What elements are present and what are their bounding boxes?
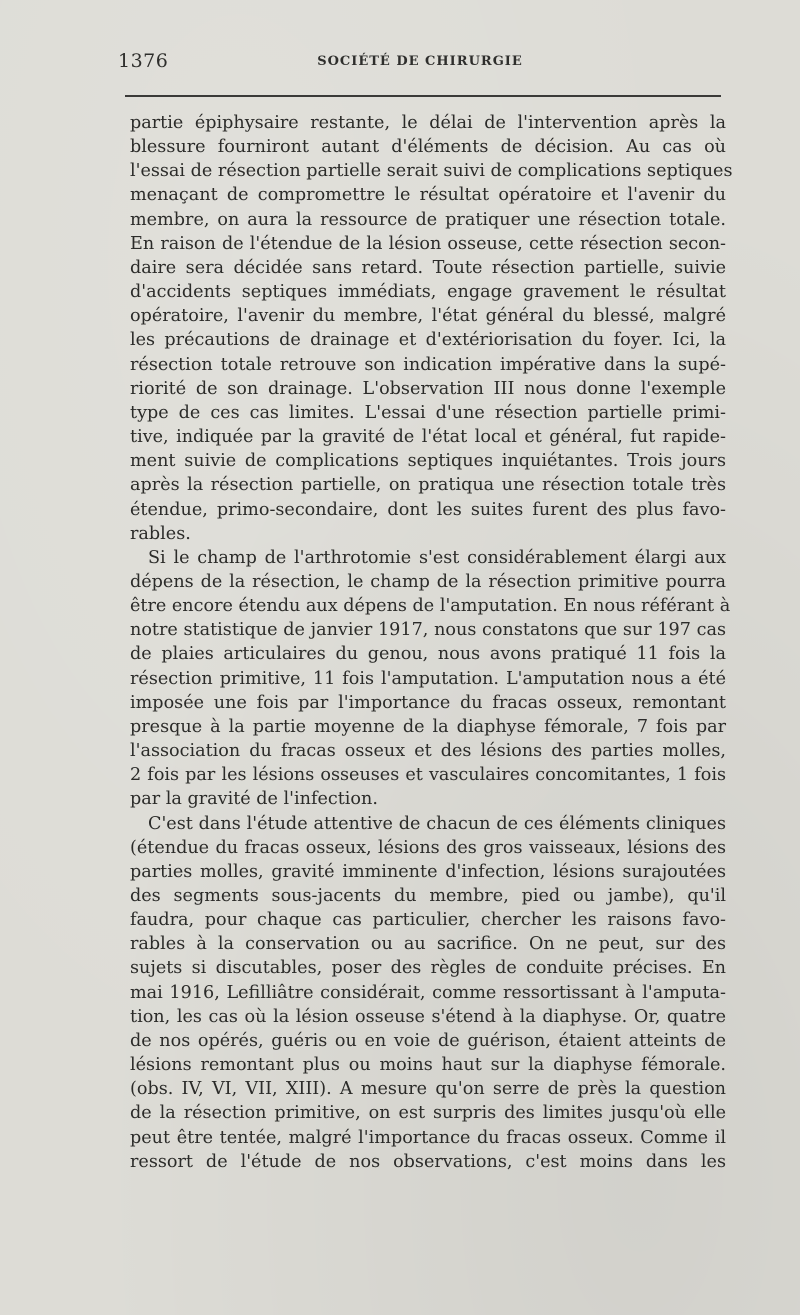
text-line: notre statistique de janvier 1917, nous constatons que sur 197 cas [130, 620, 726, 641]
text-line: imposée une fois par l'importance du fracas osseux, remontant [130, 692, 726, 713]
text-line: rables à la conservation ou au sacrifice. On ne peut, sur des [130, 934, 726, 955]
text-line: lésions remontant plus ou moins haut sur la diaphyse fémorale. [130, 1055, 726, 1076]
text-line: l'essai de résection partielle serait suivi de complications septiques [130, 161, 733, 182]
text-line: de la résection primitive, on est surpris des limites jusqu'où elle [130, 1103, 726, 1124]
text-line: ressort de l'étude de nos observations, c'est moins dans les [130, 1151, 726, 1172]
text-line: tion, les cas où la lésion osseuse s'étend à la diaphyse. Or, quatre [130, 1006, 726, 1027]
text-line: menaçant de compromettre le résultat opératoire et l'avenir du [130, 185, 726, 206]
page-number: 1376 [118, 50, 169, 72]
text-line: 2 fois par les lésions osseuses et vasculaires concomitantes, 1 fois [130, 765, 726, 786]
text-line: l'association du fracas osseux et des lésions des parties molles, [130, 741, 726, 762]
text-line: dépens de la résection, le champ de la résection primitive pourra [130, 571, 726, 592]
text-line: de plaies articulaires du genou, nous avons pratiqué 11 fois la [130, 644, 726, 665]
text-line: par la gravité de l'infection. [130, 789, 378, 810]
text-line: tive, indiquée par la gravité de l'état local et général, fut rapide- [130, 427, 726, 448]
text-line: ment suivie de complications septiques inquiétantes. Trois jours [130, 451, 726, 472]
text-line: parties molles, gravité imminente d'infection, lésions surajoutées [130, 861, 726, 882]
text-line: mai 1916, Lefilliâtre considérait, comme ressortissant à l'amputa- [130, 982, 726, 1003]
text-line: membre, on aura la ressource de pratiquer une résection totale. [130, 209, 726, 230]
text-line: peut être tentée, malgré l'importance du fracas osseux. Comme il [130, 1127, 726, 1148]
running-head: SOCIÉTÉ DE CHIRURGIE [317, 54, 523, 69]
text-line: (étendue du fracas osseux, lésions des gros vaisseaux, lésions des [130, 837, 726, 858]
text-line: presque à la partie moyenne de la diaphyse fémorale, 7 fois par [130, 716, 726, 737]
text-line: (obs. IV, VI, VII, XIII). A mesure qu'on serre de près la question [130, 1079, 726, 1100]
text-line: partie épiphysaire restante, le délai de l'intervention après la [130, 113, 726, 133]
text-line: après la résection partielle, on pratiqua une résection totale très [130, 475, 726, 496]
text-line: résection primitive, 11 fois l'amputation. L'amputation nous a été [130, 668, 726, 689]
text-line: d'accidents septiques immédiats, engage gravement le résultat [130, 282, 726, 303]
text-line: En raison de l'étendue de la lésion osseuse, cette résection secon- [130, 233, 726, 254]
text-line: des segments sous-jacents du membre, pied ou jambe), qu'il [130, 886, 726, 906]
text-line: faudra, pour chaque cas particulier, chercher les raisons favo- [130, 910, 726, 931]
header-rule [125, 95, 721, 97]
text-line: résection totale retrouve son indication impérative dans la supé- [130, 354, 726, 375]
text-line: daire sera décidée sans retard. Toute résection partielle, suivie [130, 257, 726, 278]
text-line: étendue, primo-secondaire, dont les suites furent des plus favo- [130, 499, 726, 520]
text-line: type de ces cas limites. L'essai d'une résection partielle primi- [130, 402, 726, 423]
text-line: sujets si discutables, poser des règles de conduite précises. En [130, 958, 726, 979]
text-line: de nos opérés, guéris ou en voie de guérison, étaient atteints de [130, 1030, 726, 1051]
text-line: Si le champ de l'arthrotomie s'est considérablement élargi aux [148, 547, 726, 568]
text-line: être encore étendu aux dépens de l'amputation. En nous référant à [130, 596, 731, 617]
page-header [118, 50, 722, 80]
text-line: blessure fourniront autant d'éléments de décision. Au cas où [130, 137, 726, 158]
text-line: C'est dans l'étude attentive de chacun de ces éléments cliniques [148, 813, 726, 834]
text-line: rables. [130, 523, 191, 544]
text-line: les précautions de drainage et d'extériorisation du foyer. Ici, la [130, 330, 726, 351]
body-text [130, 111, 733, 1174]
text-line: riorité de son drainage. L'observation III nous donne l'exemple [130, 378, 726, 399]
text-line: opératoire, l'avenir du membre, l'état général du blessé, malgré [130, 306, 726, 327]
